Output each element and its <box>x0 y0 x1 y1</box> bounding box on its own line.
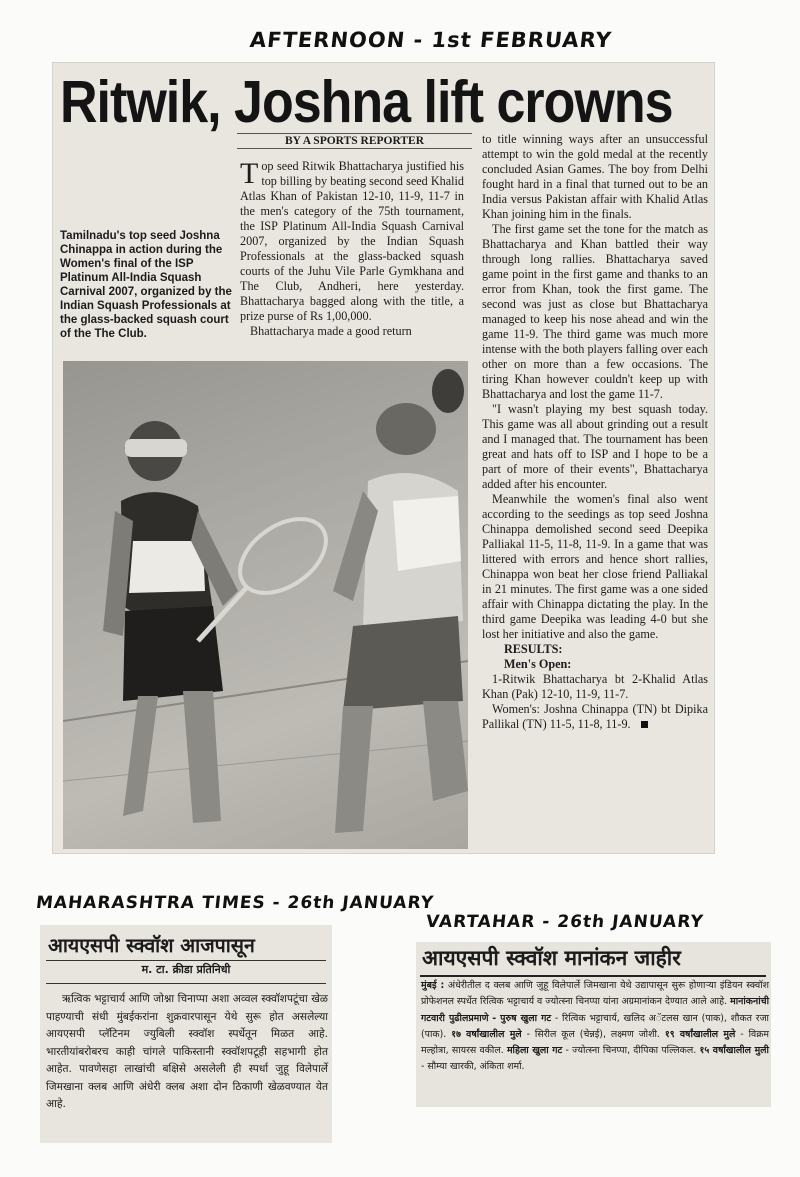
vh-headline: आयएसपी स्क्वॉश मानांकन जाहीर <box>422 946 681 970</box>
article-paragraph: The first game set the tone for the match as Bhattacharya and Khan battled their way through long rallies. Bhattacharya saved game point in the first game and thanks to an error from Khan, took the first game. The second was just as close but Bhattacharya managed to keep his nose ahead and win the game 11-9. The third game was much more intense with the both players falling over each other on more than a few occasions. The tiring Khan however couldn't keep up with Bhattacharya and lost the game 11-7. <box>482 222 708 401</box>
main-article-clipping <box>52 62 715 854</box>
mt-headline: आयएसपी स्क्वॉश आजपासून <box>48 934 255 957</box>
end-mark-icon <box>641 721 648 728</box>
article-column-2 <box>482 132 708 732</box>
vh-body: मुंबई : अंधेरीतील द क्लब आणि जुहू विलेपार्ले जिमखाना येथे उद्यापासून सुरू होणाऱ्या इंडियन स्क्वॉश प्रोफेशनल स्पर्धेत रित्विक भट्टाचार्य व ज्योत्स्ना चिनप्पा यांना अग्रमानांकन देण्यात आले आहे. मानांकनांची गटवारी पुढीलप्रमाणे - पुरुष खुला गट - रित्विक भट्टाचार्य, खलिद अॅटलस खान (पाक), शौकत रजा (पाक). १७ वर्षांखालील मुले - सिरील कूल (चेन्नई), लक्ष्मण जोशी. १९ वर्षांखालील मुले - विक्रम मल्होत्रा, सायरस वकील. महिला खुला गट - ज्योत्स्ना चिनप्पा, दीपिका पल्लिकल. १५ वर्षांखालील मुली - सौम्या खारकी, अंकिता शर्मा. <box>421 980 770 1073</box>
article-byline: BY A SPORTS REPORTER <box>237 133 472 149</box>
article-paragraph: Bhattacharya made a good return <box>250 324 412 338</box>
article-column-1 <box>240 159 464 339</box>
vartahar-clipping <box>416 942 771 1107</box>
article-paragraph: Top seed Ritwik Bhattacharya justified his top billing by beating second seed Khalid Atlas Khan of Pakistan 12-10, 11-9, 11-7 in the men's category of the 75th tournament, the ISP Platinum All-India Squash Carnival 2007, organized by the Indian Squash Professionals at the glass-backed squash courts of the Juhu Vile Parle Gymkhana and The Club, Andheri, here yesterday. Bhattacharya bagged along with the title, a prize purse of Rs 1,00,000. <box>240 157 464 323</box>
article-headline: Ritwik, Joshna lift crowns <box>60 69 673 136</box>
results-men-heading: Men's Open: <box>504 657 572 671</box>
squash-players-photo <box>63 361 468 849</box>
photo-illustration <box>63 361 468 849</box>
divider <box>46 960 326 961</box>
drop-cap: T <box>240 157 259 190</box>
divider <box>46 983 326 984</box>
photo-caption: Tamilnadu's top seed Joshna Chinappa in action during the Women's final of the ISP Platinum All-India Squash Carnival 2007, organized by the Indian Squash Professionals at the glass-backed squash court of the The Club. <box>60 230 232 340</box>
annotation-maharashtra: MAHARASHTRA TIMES - 26th JANUARY <box>34 893 436 913</box>
annotation-vartahar: VARTAHAR - 26th JANUARY <box>424 912 705 932</box>
maharashtra-times-clipping <box>40 925 332 1143</box>
results-heading: RESULTS: <box>504 642 563 656</box>
results-women: Women's: Joshna Chinappa (TN) bt Dipika Pallikal (TN) 11-5, 11-8, 11-9. <box>482 702 708 731</box>
annotation-top: AFTERNOON - 1st FEBRUARY <box>248 28 614 52</box>
article-paragraph: Meanwhile the women's final also went according to the seedings as top seed Joshna Chinappa demolished second seed Deepika Palliakal 11-5, 11-8, 11-9. In a game that was littered with errors and hence short rallies, Chinappa won beat her close friend Palliakal in 21 minutes. The first game was a one sided affair with Chinappa dictating the play. In the third game Deepika was leading 4-0 but she lost her initiative and also the game. <box>482 492 708 641</box>
article-paragraph: "I wasn't playing my best squash today. This game was all about grinding out a result and I managed that. The tournament has been great and hats off to ISP and I hope to be a part of more of their events", Bhattacharya added after his encounter. <box>482 402 708 491</box>
divider <box>420 975 766 977</box>
mt-body: ऋत्विक भट्टाचार्य आणि जोश्ना चिनाप्पा अशा अव्वल स्क्वॉशपटूंचा खेळ पाहण्याची संधी मुंबईकरांना शुक्रवारपासून येथे सुरू होत असलेल्या आयएसपी प्लॅटिनम ज्युबिली स्क्वॉश स्पर्धेतून मिळत आहे. भारतीयांबरोबरच काही चांगले पाकिस्तानी स्क्वॉशपटूही सहभागी होत आहेत. पावणेसहा लाखांची बक्षिसे असलेली ही स्पर्धा जुहू विलेपार्ले जिमखाना क्लब आणि अंधेरी क्लब अशा दोन ठिकाणी खेळवण्यात येत आहे. <box>46 993 328 1110</box>
results-men: 1-Ritwik Bhattacharya bt 2-Khalid Atlas Khan (Pak) 12-10, 11-9, 11-7. <box>482 672 708 701</box>
mt-byline: म. टा. क्रीडा प्रतिनिधी <box>141 963 231 976</box>
article-paragraph: to title winning ways after an unsuccessful attempt to win the gold medal at the recently concluded Asian Games. The boy from Delhi fought hard in a final that turned out to be an India versus Pakistan affair with Khalid Atlas Khan joining him in the finals. <box>482 132 708 221</box>
